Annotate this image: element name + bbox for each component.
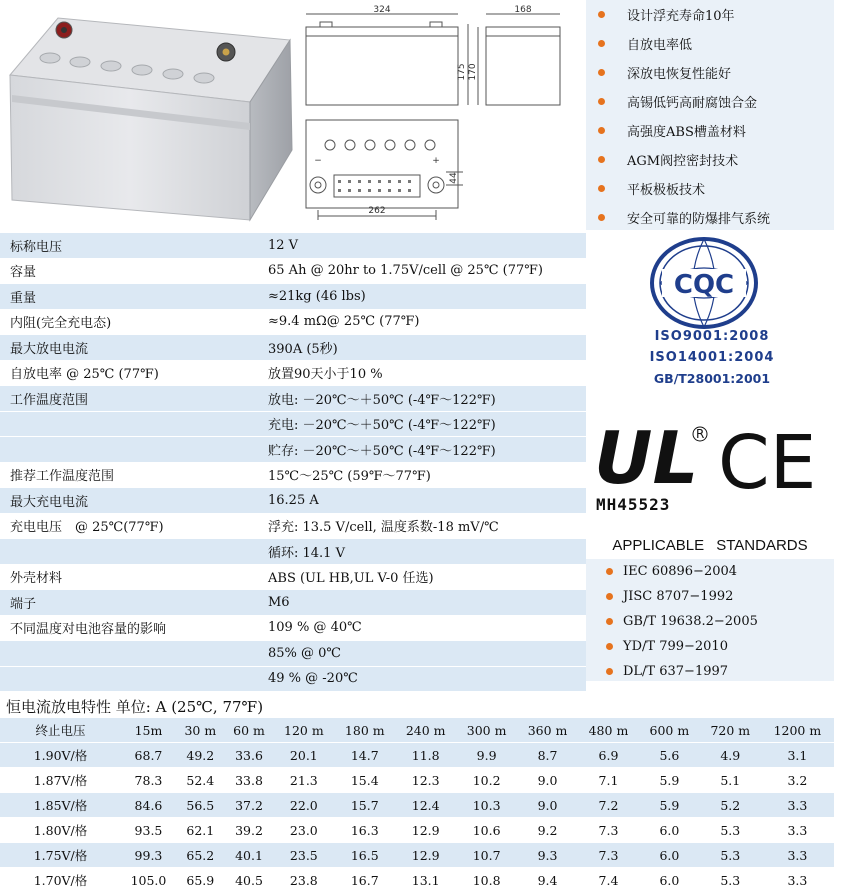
spec-value: ≈21kg (46 lbs)	[258, 284, 586, 310]
standard-text: IEC 60896−2004	[623, 564, 738, 579]
column-header: 30 m	[176, 718, 225, 743]
current-cell: 23.5	[273, 843, 334, 868]
current-cell: 68.7	[121, 743, 176, 768]
dim-terminal-offset: 44	[449, 172, 459, 184]
feature-item	[586, 174, 834, 203]
feature-text: 深放电恢复性能好	[627, 67, 732, 82]
feature-text: 高锡低钙高耐腐蚀合金	[627, 96, 758, 111]
bullet-icon	[606, 668, 613, 675]
spec-value: 放置90天小于10 %	[258, 360, 586, 386]
feature-text: 自放电率低	[627, 38, 693, 53]
column-header: 600 m	[639, 718, 700, 743]
positive-mark: +	[432, 156, 440, 166]
ul-logo	[594, 416, 698, 500]
spec-label: 最大放电电流	[0, 335, 258, 361]
spec-value: ABS (UL HB,UL V-0 任选)	[258, 564, 586, 590]
spec-value: 循环: 14.1 V	[258, 539, 586, 565]
dim-length: 324	[373, 5, 391, 15]
ul-ce-marks	[586, 408, 834, 528]
spec-label: 容量	[0, 258, 258, 284]
current-cell: 40.1	[225, 843, 274, 868]
spec-label	[0, 539, 258, 565]
spec-row	[0, 590, 586, 616]
feature-text: 安全可靠的防爆排气系统	[627, 212, 771, 227]
registered-mark: R	[696, 427, 705, 441]
current-cell: 7.4	[578, 868, 639, 893]
cert-line: ISO14001:2004	[649, 350, 775, 365]
standard-text: JISC 8707−1992	[623, 589, 734, 604]
spec-row	[0, 462, 586, 488]
spec-row	[0, 386, 586, 412]
column-header: 60 m	[225, 718, 274, 743]
dim-height: 170	[468, 63, 478, 81]
current-cell: 10.3	[456, 793, 517, 818]
feature-item	[586, 0, 834, 29]
spec-label: 重量	[0, 284, 258, 310]
spec-value: 浮充: 13.5 V/cell, 温度系数-18 mV/℃	[258, 513, 586, 539]
current-cell: 20.1	[273, 743, 334, 768]
current-cell: 7.1	[578, 768, 639, 793]
current-cell: 99.3	[121, 843, 176, 868]
spec-label: 内阻(完全充电态)	[0, 309, 258, 335]
feature-item	[586, 87, 834, 116]
spec-row	[0, 360, 586, 386]
current-cell: 8.7	[517, 743, 578, 768]
current-cell: 49.2	[176, 743, 225, 768]
current-cell: 6.0	[639, 818, 700, 843]
current-cell: 33.8	[225, 768, 274, 793]
current-cell: 52.4	[176, 768, 225, 793]
current-cell: 3.2	[761, 768, 834, 793]
spec-row	[0, 411, 586, 437]
dim-width: 168	[514, 5, 532, 15]
discharge-header-row	[0, 718, 834, 743]
table-row	[0, 868, 834, 893]
current-cell: 5.9	[639, 768, 700, 793]
spec-label: 推荐工作温度范围	[0, 462, 258, 488]
current-cell: 12.9	[395, 818, 456, 843]
ce-mark: CE	[718, 420, 817, 506]
bullet-icon	[598, 156, 605, 163]
end-voltage-cell: 1.70V/格	[0, 868, 121, 893]
spec-value: 85% @ 0℃	[258, 641, 586, 667]
current-cell: 6.0	[639, 843, 700, 868]
current-cell: 16.5	[334, 843, 395, 868]
column-header: 120 m	[273, 718, 334, 743]
dimension-drawings	[298, 0, 583, 230]
current-cell: 16.7	[334, 868, 395, 893]
spec-label: 充电电压 @ 25℃(77℉)	[0, 513, 258, 539]
cqc-logo	[652, 239, 756, 327]
current-cell: 7.3	[578, 818, 639, 843]
dim-terminal-spacing: 262	[368, 206, 386, 216]
spec-row	[0, 488, 586, 514]
current-cell: 7.2	[578, 793, 639, 818]
current-cell: 7.3	[578, 843, 639, 868]
current-cell: 3.3	[761, 868, 834, 893]
current-cell: 37.2	[225, 793, 274, 818]
column-header: 720 m	[700, 718, 761, 743]
spec-label: 工作温度范围	[0, 386, 258, 412]
discharge-table	[0, 718, 834, 893]
current-cell: 33.6	[225, 743, 274, 768]
current-cell: 9.3	[517, 843, 578, 868]
bullet-icon	[598, 214, 605, 221]
spec-value: 15℃～25℃ (59℉～77℉)	[258, 462, 586, 488]
spec-row	[0, 513, 586, 539]
current-cell: 22.0	[273, 793, 334, 818]
column-header: 180 m	[334, 718, 395, 743]
table-row	[0, 743, 834, 768]
battery-photo	[0, 0, 296, 230]
current-cell: 105.0	[121, 868, 176, 893]
column-header: 300 m	[456, 718, 517, 743]
current-cell: 3.1	[761, 743, 834, 768]
bullet-icon	[598, 11, 605, 18]
standard-item	[586, 634, 834, 659]
spec-row	[0, 258, 586, 284]
current-cell: 5.3	[700, 868, 761, 893]
spec-label: 自放电率 @ 25℃ (77℉)	[0, 360, 258, 386]
current-cell: 9.0	[517, 793, 578, 818]
spec-label	[0, 666, 258, 692]
current-cell: 11.8	[395, 743, 456, 768]
current-cell: 5.1	[700, 768, 761, 793]
spec-value: 充电: －20℃～＋50℃ (-4℉～122℉)	[258, 411, 586, 437]
current-cell: 14.7	[334, 743, 395, 768]
standard-text: DL/T 637−1997	[623, 664, 729, 679]
table-row	[0, 818, 834, 843]
current-cell: 16.3	[334, 818, 395, 843]
current-cell: 9.4	[517, 868, 578, 893]
feature-text: 设计浮充寿命10年	[627, 9, 735, 24]
bullet-icon	[598, 69, 605, 76]
feature-text: 高强度ABS槽盖材料	[627, 125, 746, 140]
table-row	[0, 793, 834, 818]
current-cell: 65.9	[176, 868, 225, 893]
current-cell: 56.5	[176, 793, 225, 818]
current-cell: 9.0	[517, 768, 578, 793]
current-cell: 3.3	[761, 843, 834, 868]
current-cell: 6.0	[639, 868, 700, 893]
bullet-icon	[598, 185, 605, 192]
current-cell: 15.7	[334, 793, 395, 818]
current-cell: 12.3	[395, 768, 456, 793]
spec-value: 390A (5秒)	[258, 335, 586, 361]
spec-label: 外壳材料	[0, 564, 258, 590]
column-header: 15m	[121, 718, 176, 743]
bullet-icon	[598, 40, 605, 47]
spec-label	[0, 641, 258, 667]
column-header: 360 m	[517, 718, 578, 743]
current-cell: 10.2	[456, 768, 517, 793]
current-cell: 93.5	[121, 818, 176, 843]
column-header: 480 m	[578, 718, 639, 743]
spec-row	[0, 539, 586, 565]
spec-value: 放电: －20℃～＋50℃ (-4℉～122℉)	[258, 386, 586, 412]
bullet-icon	[606, 568, 613, 575]
feature-item	[586, 203, 834, 232]
feature-item	[586, 29, 834, 58]
current-cell: 10.6	[456, 818, 517, 843]
current-cell: 5.2	[700, 793, 761, 818]
current-cell: 6.9	[578, 743, 639, 768]
spec-label: 标称电压	[0, 233, 258, 258]
spec-value: 12 V	[258, 233, 586, 258]
current-cell: 5.3	[700, 843, 761, 868]
end-voltage-cell: 1.75V/格	[0, 843, 121, 868]
spec-row	[0, 284, 586, 310]
spec-table	[0, 233, 586, 692]
current-cell: 9.9	[456, 743, 517, 768]
spec-label	[0, 437, 258, 463]
current-cell: 15.4	[334, 768, 395, 793]
current-cell: 10.7	[456, 843, 517, 868]
current-cell: 40.5	[225, 868, 274, 893]
column-header: 1200 m	[761, 718, 834, 743]
standard-text: YD/T 799−2010	[623, 639, 728, 654]
discharge-title: 恒电流放电特性 单位: A (25℃, 77℉)	[6, 698, 264, 716]
current-cell: 3.3	[761, 818, 834, 843]
spec-row	[0, 641, 586, 667]
end-voltage-cell: 1.90V/格	[0, 743, 121, 768]
feature-item	[586, 145, 834, 174]
standard-item	[586, 584, 834, 609]
spec-row	[0, 437, 586, 463]
spec-label: 端子	[0, 590, 258, 616]
current-cell: 5.3	[700, 818, 761, 843]
standards-box	[586, 531, 834, 681]
end-voltage-cell: 1.80V/格	[0, 818, 121, 843]
spec-value: M6	[258, 590, 586, 616]
cert-line: GB/T28001:2001	[653, 371, 771, 386]
bullet-icon	[606, 618, 613, 625]
current-cell: 62.1	[176, 818, 225, 843]
column-header: 240 m	[395, 718, 456, 743]
spec-label	[0, 411, 258, 437]
ul-mark: UL	[594, 416, 699, 500]
feature-text: AGM阀控密封技术	[627, 154, 739, 169]
spec-value: 16.25 A	[258, 488, 586, 514]
current-cell: 5.6	[639, 743, 700, 768]
cqc-certification	[586, 233, 834, 393]
spec-row	[0, 615, 586, 641]
spec-value: ≈9.4 mΩ@ 25℃ (77℉)	[258, 309, 586, 335]
cqc-logo-text: CQC	[673, 270, 735, 300]
current-cell: 12.4	[395, 793, 456, 818]
current-cell: 39.2	[225, 818, 274, 843]
bullet-icon	[598, 98, 605, 105]
standard-item	[586, 559, 834, 584]
bullet-icon	[606, 593, 613, 600]
standard-item	[586, 609, 834, 634]
spec-row	[0, 233, 586, 258]
feature-list	[586, 0, 834, 230]
spec-row	[0, 564, 586, 590]
bullet-icon	[598, 127, 605, 134]
current-cell: 13.1	[395, 868, 456, 893]
spec-label: 最大充电电流	[0, 488, 258, 514]
spec-row	[0, 666, 586, 692]
standards-title: APPLICABLE STANDARDS	[586, 531, 834, 559]
column-header: 终止电压	[0, 718, 121, 743]
current-cell: 84.6	[121, 793, 176, 818]
current-cell: 5.9	[639, 793, 700, 818]
negative-mark: −	[314, 156, 322, 166]
cert-line: ISO9001:2008	[654, 329, 770, 344]
feature-item	[586, 116, 834, 145]
feature-text: 平板极板技术	[627, 183, 706, 198]
spec-value: 65 Ah @ 20hr to 1.75V/cell @ 25℃ (77℉)	[258, 258, 586, 284]
standard-text: GB/T 19638.2−2005	[623, 614, 758, 629]
current-cell: 10.8	[456, 868, 517, 893]
spec-row	[0, 309, 586, 335]
current-cell: 23.8	[273, 868, 334, 893]
table-row	[0, 768, 834, 793]
spec-value: 109 % @ 40℃	[258, 615, 586, 641]
current-cell: 9.2	[517, 818, 578, 843]
current-cell: 23.0	[273, 818, 334, 843]
current-cell: 78.3	[121, 768, 176, 793]
spec-label: 不同温度对电池容量的影响	[0, 615, 258, 641]
current-cell: 3.3	[761, 793, 834, 818]
bullet-icon	[606, 643, 613, 650]
standard-item	[586, 659, 834, 684]
spec-row	[0, 335, 586, 361]
end-voltage-cell: 1.85V/格	[0, 793, 121, 818]
current-cell: 12.9	[395, 843, 456, 868]
dim-total-height: 175	[457, 63, 467, 81]
current-cell: 4.9	[700, 743, 761, 768]
current-cell: 65.2	[176, 843, 225, 868]
end-voltage-cell: 1.87V/格	[0, 768, 121, 793]
current-cell: 21.3	[273, 768, 334, 793]
ul-file-number: MH45523	[596, 495, 671, 514]
spec-value: 贮存: －20℃～＋50℃ (-4℉～122℉)	[258, 437, 586, 463]
table-row	[0, 843, 834, 868]
feature-item	[586, 58, 834, 87]
spec-value: 49 % @ -20℃	[258, 666, 586, 692]
